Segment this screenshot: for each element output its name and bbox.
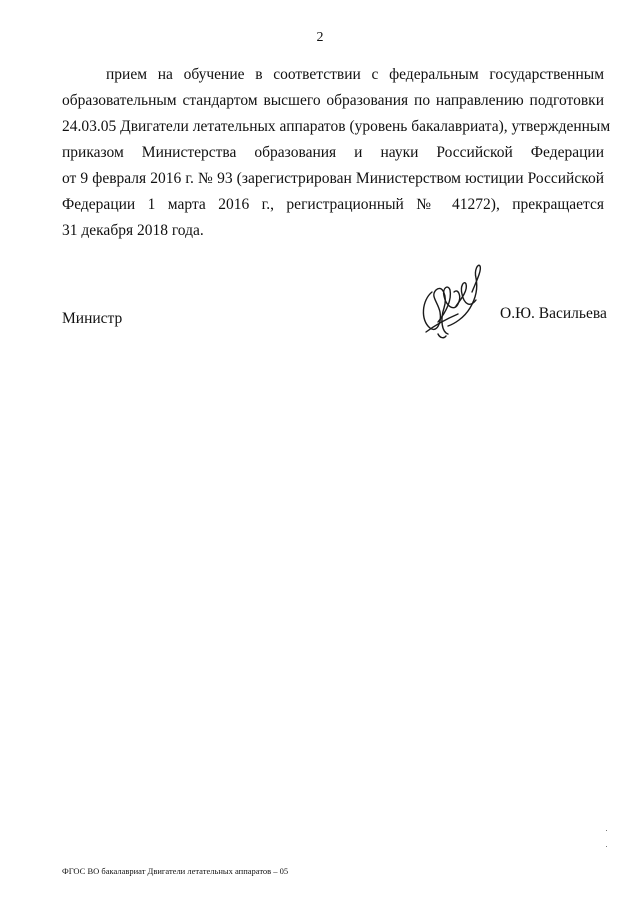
scan-speck bbox=[606, 830, 607, 831]
document-footer: ФГОС ВО бакалавриат Двигатели летательных аппаратов – 05 bbox=[62, 866, 289, 876]
body-line-1: прием на обучение в соответствии с федеральным государственным bbox=[106, 66, 604, 83]
body-line-2: образовательным стандартом высшего образования по направлению подготовки bbox=[62, 92, 604, 109]
body-line-4: приказом Министерства образования и науки Российской Федерации bbox=[62, 144, 604, 161]
signatory-name: О.Ю. Васильева bbox=[500, 305, 607, 322]
handwritten-signature bbox=[418, 262, 496, 342]
body-line-7: 31 декабря 2018 года. bbox=[62, 222, 204, 239]
body-line-3: 24.03.05 Двигатели летательных аппаратов (уровень бакалавриата), утвержденным bbox=[62, 118, 611, 135]
page-number: 2 bbox=[316, 30, 324, 45]
body-line-5: от 9 февраля 2016 г. № 93 (зарегистрирован Министерством юстиции Российской bbox=[62, 170, 604, 187]
body-line-6: Федерации 1 марта 2016 г., регистрационный № 41272), прекращается bbox=[62, 196, 604, 213]
scan-speck bbox=[606, 846, 607, 847]
signatory-title: Министр bbox=[62, 310, 123, 327]
